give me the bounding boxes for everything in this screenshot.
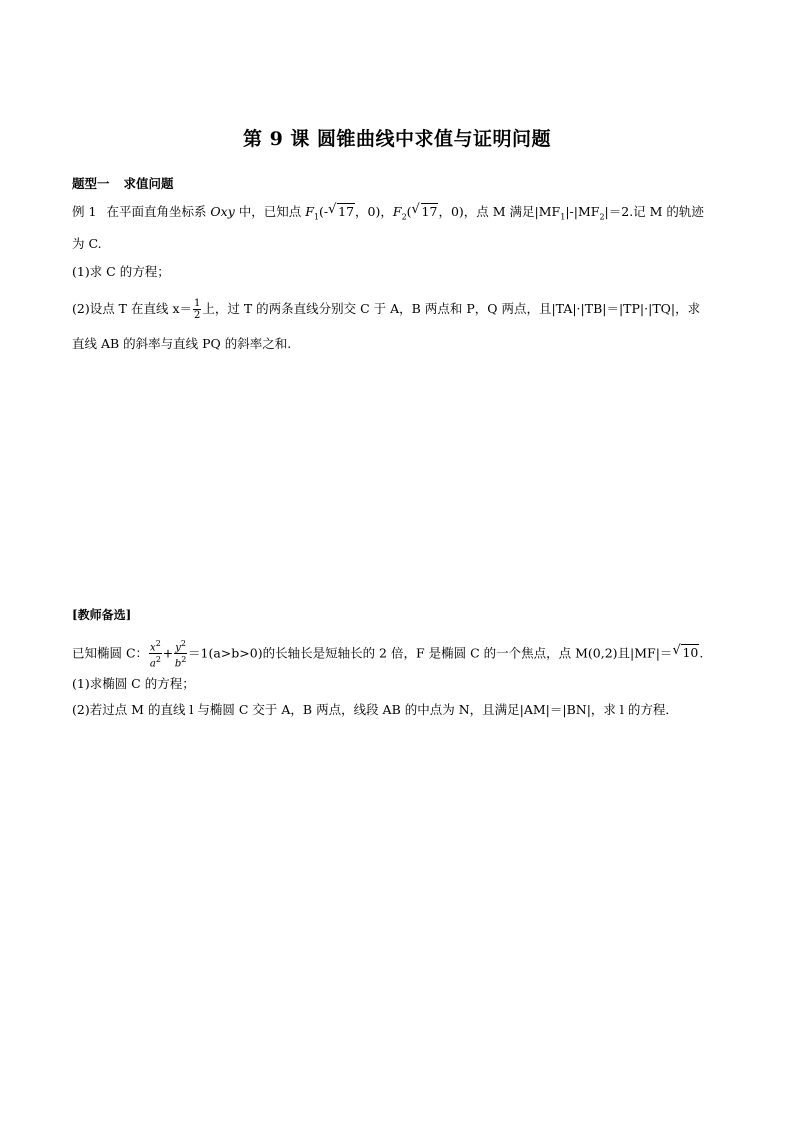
example1-text-a: 在平面直角坐标系 (106, 204, 211, 219)
section-heading (72, 174, 174, 192)
example1-text-e: |＝2.记 M 的轨迹 (604, 204, 704, 219)
frac-y2 (174, 638, 187, 654)
teacher-question2: (2)若过点 M 的直线 l 与椭圆 C 交于 A，B 两点，线段 AB 的中点为 N，且满足|AM|＝|BN|，求 l 的方程． (72, 702, 678, 717)
y-sup: 2 (180, 639, 187, 648)
example1-line1 (72, 202, 704, 228)
f2-close: ，0)， (438, 204, 477, 219)
a-sup: 2 (155, 655, 161, 665)
fraction-denominator: 2 (194, 310, 201, 321)
radicand-10: 10 (682, 645, 699, 661)
y-symbol: y (175, 642, 181, 654)
example-label: 例 1 (72, 204, 97, 219)
sqrt-17-b (412, 202, 439, 222)
b-symbol: b (174, 658, 182, 670)
f1-open: (- (319, 204, 329, 219)
f1-close: ，0)， (355, 204, 393, 219)
q2-text-a: (2)设点 T 在直线 x＝ (72, 301, 193, 316)
radicand-17-b: 17 (421, 204, 438, 219)
b-sup: 2 (181, 655, 187, 665)
example1-question2 (72, 298, 700, 321)
f2-subscript: 2 (401, 212, 407, 222)
fraction-one-half (193, 298, 201, 321)
mf1-subscript: 1 (560, 212, 566, 222)
x-sup: 2 (155, 639, 161, 648)
example1-line2: 为 C. (72, 236, 102, 251)
sqrt-10 (672, 643, 699, 663)
mf2-subscript: 2 (599, 212, 605, 222)
frac-a2 (149, 654, 162, 669)
section-name: 求值问题 (123, 176, 174, 191)
example1-question1: (1)求 C 的方程； (72, 264, 170, 279)
sqrt-17-a (328, 202, 355, 222)
f2-symbol: F (392, 204, 402, 219)
teacher-text-a: 已知椭圆 C： (72, 645, 149, 661)
teacher-text-end: . (699, 645, 704, 661)
f2-open: ( (406, 204, 412, 219)
frac-b2 (174, 654, 187, 669)
q2-text-b: 上，过 T 的两条直线分别交 C 于 A，B 两点和 P，Q 两点，且|TA|·|TB|＝|TP|·|TQ|，求 (202, 301, 701, 316)
example1-text-b: 中，已知点 (234, 204, 306, 219)
f1-subscript: 1 (313, 212, 320, 222)
radicand-17-a: 17 (338, 204, 355, 219)
a-symbol: a (149, 658, 156, 670)
oxy-symbol: Oxy (210, 204, 235, 219)
section-label: 题型一 (72, 176, 110, 191)
example1-text-d: |-|MF (565, 204, 600, 219)
teacher-tag: [教师备选] (72, 608, 132, 622)
page-title: 第 9 课 圆锥曲线中求值与证明问题 (242, 128, 552, 150)
frac-x2 (149, 638, 162, 654)
teacher-text-b: ＝1(a>b>0)的长轴长是短轴长的 2 倍，F 是椭圆 C 的一个焦点，点 M(0,2)且|MF|＝ (188, 645, 673, 661)
teacher-question1: (1)求椭圆 C 的方程； (72, 676, 195, 691)
teacher-line1: 已知椭圆 C： $\frac{x^2}{a^2}$ + $\frac{y^2}{b^2}$ ＝1(a>b>0)的长轴长是短轴长的 2 倍，F 是椭圆 C 的一个焦点，点 M(0,2)且|MF|＝√ 10. (72, 638, 703, 670)
fraction-numerator: 1 (194, 298, 201, 309)
x-symbol: x (150, 642, 156, 654)
example1-text-c: 点 M 满足|MF (476, 204, 561, 219)
fraction-x2-a2 (149, 638, 162, 670)
f1-symbol: F (305, 204, 314, 219)
fraction-y2-b2 (174, 638, 187, 670)
example1-question2-line2: 直线 AB 的斜率与直线 PQ 的斜率之和. (72, 336, 292, 351)
